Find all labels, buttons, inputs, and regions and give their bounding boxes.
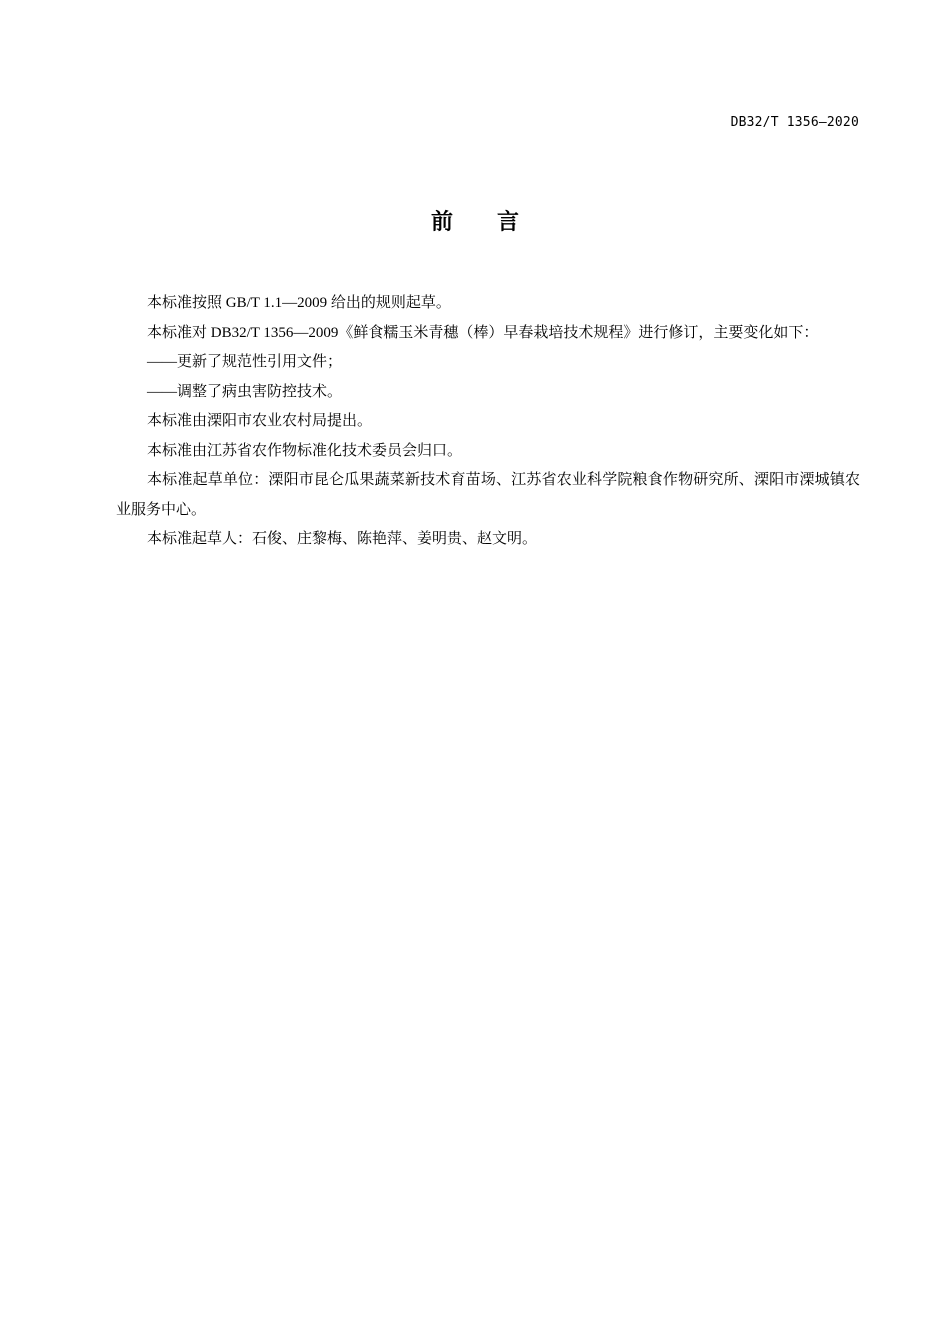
page-title xyxy=(0,205,950,236)
standard-code: DB32/T 1356—2020 xyxy=(730,115,859,130)
change-item-references: ——更新了规范性引用文件； xyxy=(147,354,343,370)
paragraph-committee: 本标准由江苏省农作物标准化技术委员会归口。 xyxy=(147,442,463,459)
foreword-body xyxy=(116,289,860,555)
title-char-2: 言 xyxy=(497,210,520,235)
paragraph-drafting-units: 本标准起草单位：溧阳市昆仑瓜果蔬菜新技术育苗场、江苏省农业科学院粮食作物研究所、溧阳市溧城镇农业服务中心。 xyxy=(116,472,860,518)
paragraph-revision: 本标准对 DB32/T 1356—2009《鲜食糯玉米青穗（棒）早春栽培技术规程》进行修订，主要变化如下： xyxy=(147,324,819,341)
title-char-1: 前 xyxy=(430,210,453,235)
paragraph-proposer: 本标准由溧阳市农业农村局提出。 xyxy=(147,413,373,429)
change-item-pest-control: ——调整了病虫害防控技术。 xyxy=(147,383,343,400)
paragraph-drafting-rules: 本标准按照 GB/T 1.1—2009 给出的规则起草。 xyxy=(147,295,451,311)
paragraph-drafters: 本标准起草人：石俊、庄黎梅、陈艳萍、姜明贵、赵文明。 xyxy=(147,531,538,547)
